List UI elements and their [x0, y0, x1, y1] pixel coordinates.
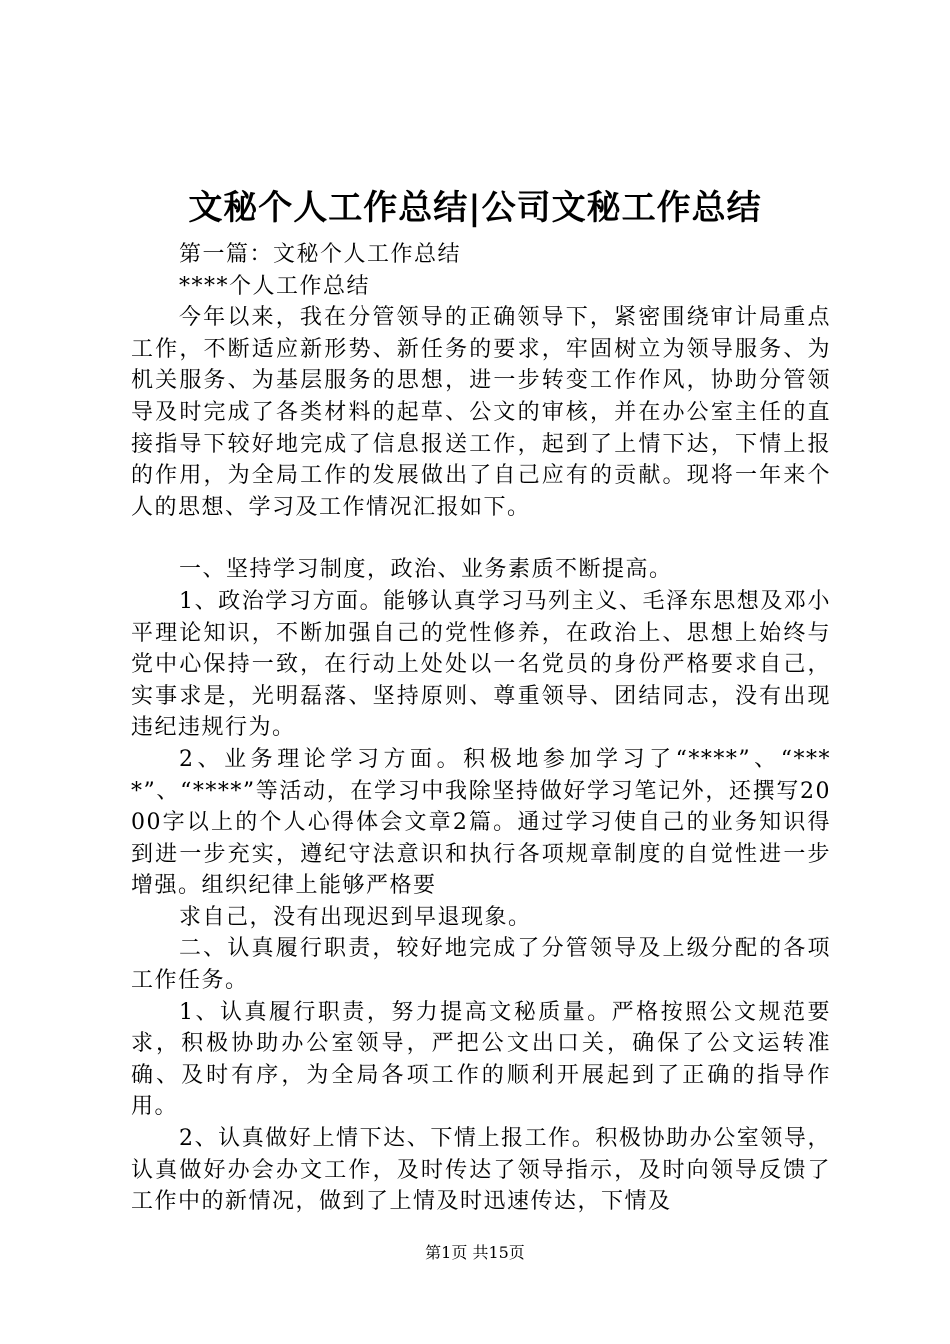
- body-paragraph: 2、认真做好上情下达、下情上报工作。积极协助办公室领导，认真做好办会办文工作，及时传达了领导指示，及时向领导反馈了工作中的新情况，做到了上情及时迅速传达，下情及: [131, 1126, 831, 1215]
- chapter-heading: 第一篇：文秘个人工作总结: [179, 242, 462, 267]
- document-title: 文秘个人工作总结|公司文秘工作总结: [188, 188, 762, 228]
- body-paragraph: 今年以来，我在分管领导的正确领导下，紧密围绕审计局重点工作，不断适应新形势、新任务的要求，牢固树立为领导服务、为机关服务、为基层服务的思想，进一步转变工作作风，协助分管领导及时完成了各类材料的起草、公文的审核，并在办公室主任的直接指导下较好地完成了信息报送工作，起到了上情下达，下情上报的作用，为全局工作的发展做出了自己应有的贡献。现将一年来个人的思想、学习及工作情况汇报如下。: [131, 305, 831, 520]
- document-body: [131, 239, 831, 1218]
- body-paragraph: 求自己，没有出现迟到早退现象。: [179, 904, 532, 930]
- page-number: 第1页 共15页: [425, 1243, 525, 1262]
- body-paragraph: 1、认真履行职责，努力提高文秘质量。严格按照公文规范要求，积极协助办公室领导，严把公文出口关，确保了公文运转准确、及时有序，为全局各项工作的顺利开展起到了正确的指导作用。: [131, 999, 831, 1120]
- section-heading: 二、认真履行职责，较好地完成了分管领导及上级分配的各项工作任务。: [131, 936, 831, 994]
- body-paragraph: 1、政治学习方面。能够认真学习马列主义、毛泽东思想及邓小平理论知识，不断加强自己的党性修养，在政治上、思想上始终与党中心保持一致，在行动上处处以一名党员的身份严格要求自己，实事求是，光明磊落、坚持原则、尊重领导、团结同志，没有出现违纪违规行为。: [131, 588, 831, 741]
- section-heading: 一、坚持学习制度，政治、业务素质不断提高。: [179, 557, 673, 583]
- paragraph-gap: [131, 523, 831, 554]
- body-paragraph: 2、业务理论学习方面。积极地参加学习了“****”、“****”、“****”等活动，在学习中我除坚持做好学习笔记外，还撰写2000字以上的个人心得体会文章2篇。通过学习使自己的业务知识得到进一步充实，遵纪守法意识和执行各项规章制度的自觉性进一步增强。组织纪律上能够严格要: [131, 746, 831, 899]
- section-subtitle: ****个人工作总结: [179, 273, 371, 299]
